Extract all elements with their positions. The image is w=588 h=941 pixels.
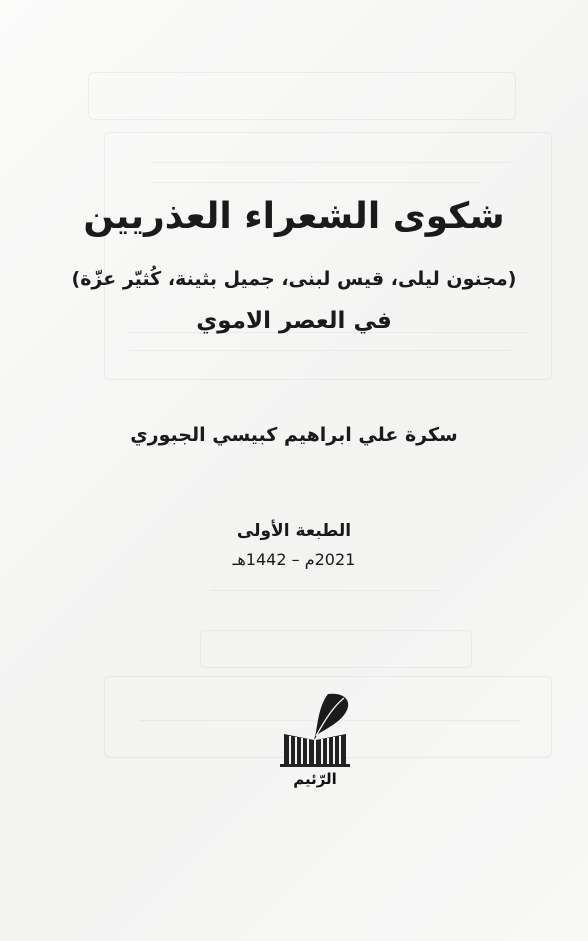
- publisher-name: الرّئيم: [293, 770, 337, 788]
- publication-year: 2021م – 1442هـ: [232, 550, 356, 569]
- bleed-through-line: [210, 590, 440, 591]
- bleed-through-box: [104, 132, 552, 380]
- book-subtitle: (مجنون ليلى، قيس لبنى، جميل بثينة، كُثيّر عزّة): [71, 268, 517, 290]
- author-name: سكرة علي ابراهيم كبيسي الجبوري: [130, 424, 458, 446]
- book-title: شكوى الشعراء العذريين: [83, 196, 505, 237]
- bleed-through-line: [150, 182, 480, 183]
- book-era: في العصر الاموي: [196, 308, 392, 334]
- bleed-through-box: [200, 630, 472, 668]
- edition-label: الطبعة الأولى: [236, 521, 352, 541]
- bleed-through-box: [88, 72, 516, 120]
- bleed-through-line: [150, 162, 510, 163]
- bleed-through-line: [130, 350, 510, 351]
